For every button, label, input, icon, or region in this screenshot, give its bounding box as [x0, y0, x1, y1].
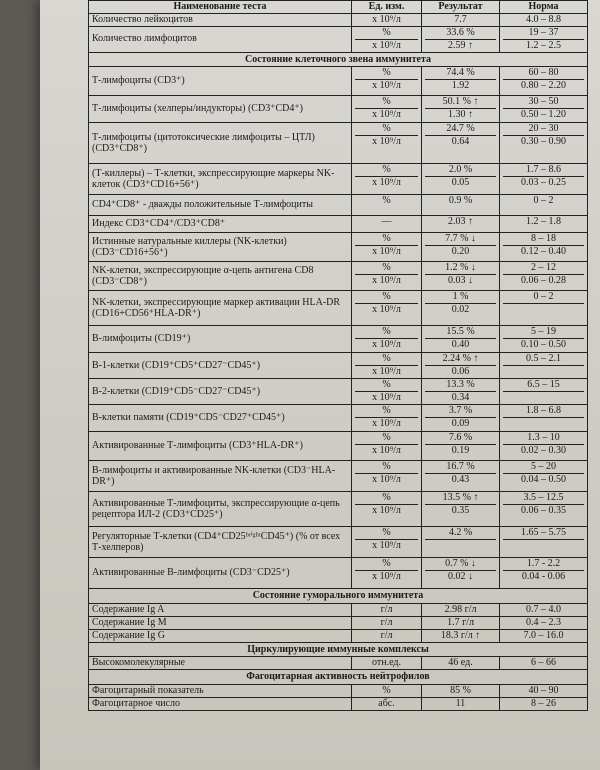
- norm-value: 1.65 – 5.75: [521, 527, 566, 539]
- result-values: [421, 262, 499, 290]
- test-name: В-лимфоциты и активированные NK-клетки (CD3⁻HLA-DR⁺): [92, 464, 336, 487]
- result-value: 0.20: [425, 245, 496, 258]
- unit-values: [351, 262, 421, 290]
- result-value: 2.03 ↑: [448, 216, 473, 228]
- unit-value: x 10⁹/л: [355, 417, 418, 430]
- result-values: [421, 604, 499, 616]
- section-title: Состояние гуморального иммунитета: [89, 588, 587, 603]
- test-name: Т-лимфоциты (хелперы/индукторы) (CD3⁺CD4⁺): [92, 103, 303, 115]
- unit-values: [351, 353, 421, 378]
- test-name: В-2-клетки (CD19⁺CD5⁻CD27⁻CD45⁺): [92, 385, 261, 397]
- result-values: [421, 630, 499, 642]
- table-row: [89, 526, 587, 557]
- unit-value: x 10⁹/л: [355, 473, 418, 486]
- result-value: 0.05: [425, 176, 496, 189]
- result-values: [421, 685, 499, 697]
- result-values: [421, 216, 499, 232]
- norm-value: 2 – 12: [531, 262, 556, 274]
- norm-value: 1.7 - 2.2: [526, 558, 561, 570]
- unit-value: x 10⁹/л: [355, 303, 418, 316]
- norm-values: [499, 527, 587, 557]
- norm-value: 0.10 – 0.50: [503, 338, 584, 351]
- unit-value: %: [382, 291, 391, 303]
- norm-value: 3.5 – 12.5: [523, 492, 564, 504]
- unit-values: [351, 233, 421, 261]
- table-row: [89, 656, 587, 669]
- norm-values: [499, 630, 587, 642]
- unit-value: x 10⁹/л: [355, 444, 418, 457]
- result-values: [421, 492, 499, 526]
- table-row: [89, 352, 587, 378]
- unit-value: отн.ед.: [372, 657, 401, 669]
- unit-value: %: [382, 558, 391, 570]
- result-value: 0.35: [425, 504, 496, 517]
- unit-value: %: [382, 405, 391, 417]
- unit-values: [351, 27, 421, 52]
- norm-value: 40 – 90: [528, 684, 559, 696]
- norm-value: [503, 417, 584, 430]
- table-row: [89, 261, 587, 290]
- norm-value: 0.4 – 2.3: [526, 616, 561, 628]
- norm-values: [499, 14, 587, 26]
- result-values: [421, 617, 499, 629]
- test-name: Фагоцитарное число: [92, 697, 181, 709]
- test-name: В-1-клетки (CD19⁺CD5⁺CD27⁻CD45⁺): [92, 359, 261, 371]
- norm-value: 0.5 – 2.1: [526, 353, 561, 365]
- unit-value: %: [382, 96, 391, 108]
- result-value: 0.02 ↓: [425, 570, 496, 583]
- test-name: Активированные В-лимфоциты (CD3⁻CD25⁺): [92, 567, 290, 579]
- unit-values: [351, 326, 421, 352]
- test-name: Содержание Ig G: [92, 629, 165, 641]
- table-row: [89, 629, 587, 642]
- result-value: 7.7 % ↓: [445, 233, 476, 245]
- result-value: 0.19: [425, 444, 496, 457]
- unit-values: [351, 604, 421, 616]
- result-values: [421, 326, 499, 352]
- unit-value: x 10⁹/л: [355, 274, 418, 287]
- unit-value: %: [382, 195, 391, 207]
- unit-value: г/л: [380, 629, 393, 641]
- norm-value: 0.30 – 0.90: [503, 135, 584, 148]
- norm-value: 0.06 – 0.28: [503, 274, 584, 287]
- unit-values: [351, 657, 421, 669]
- result-value: 0.43: [425, 473, 496, 486]
- norm-values: [499, 698, 587, 710]
- norm-value: 0.04 - 0.06: [503, 570, 584, 583]
- table-row: [89, 491, 587, 526]
- norm-values: [499, 558, 587, 588]
- norm-value: [503, 365, 584, 378]
- result-value: 1 %: [452, 291, 469, 303]
- unit-values: [351, 461, 421, 491]
- norm-values: [499, 353, 587, 378]
- unit-values: [351, 96, 421, 122]
- section-title: Фагоцитарная активность нейтрофилов: [89, 669, 587, 684]
- result-value: 0.34: [425, 391, 496, 404]
- unit-values: [351, 67, 421, 95]
- result-values: [421, 27, 499, 52]
- unit-value: x 10⁹/л: [355, 108, 418, 121]
- norm-value: 6.5 – 15: [527, 379, 560, 391]
- norm-values: [499, 291, 587, 325]
- result-value: 2.0 %: [448, 164, 473, 176]
- result-value: 7.6 %: [448, 432, 473, 444]
- unit-value: %: [382, 123, 391, 135]
- header-result: Результат: [421, 1, 499, 13]
- norm-values: [499, 262, 587, 290]
- norm-value: 1.3 – 10: [527, 432, 560, 444]
- result-value: 1.92: [425, 79, 496, 92]
- unit-values: [351, 630, 421, 642]
- table-row: [89, 95, 587, 122]
- table-row: [89, 215, 587, 232]
- norm-value: 20 – 30: [528, 123, 559, 135]
- norm-value: 4.0 – 8.8: [526, 13, 561, 25]
- result-values: [421, 233, 499, 261]
- unit-value: x 10⁹/л: [355, 245, 418, 258]
- norm-value: [503, 391, 584, 404]
- result-value: 2.59 ↑: [425, 39, 496, 52]
- result-values: [421, 527, 499, 557]
- unit-values: [351, 123, 421, 163]
- unit-value: %: [382, 262, 391, 274]
- unit-value: %: [382, 684, 391, 696]
- table-row: [89, 557, 587, 588]
- unit-value: x 10⁹/л: [355, 391, 418, 404]
- unit-value: x 10⁹/л: [355, 135, 418, 148]
- test-name: Активированные Т-лимфоциты (CD3⁺HLA-DR⁺): [92, 440, 303, 452]
- unit-values: [351, 617, 421, 629]
- result-value: 1.2 % ↓: [445, 262, 476, 274]
- result-value: 0.02: [425, 303, 496, 316]
- norm-values: [499, 432, 587, 460]
- norm-value: 5 – 20: [531, 461, 556, 473]
- result-value: 1.30 ↑: [425, 108, 496, 121]
- test-name: Количество лейкоцитов: [92, 13, 193, 25]
- result-value: 33.6 %: [446, 26, 475, 38]
- result-value: 24.7 %: [446, 123, 475, 135]
- norm-value: 1.2 – 1.8: [526, 216, 561, 228]
- result-values: [421, 353, 499, 378]
- table-row: [89, 460, 587, 491]
- table-row: [89, 232, 587, 261]
- norm-value: 0.06 – 0.35: [503, 504, 584, 517]
- header-name: Наименование теста: [173, 1, 267, 12]
- unit-value: x 10⁹/л: [355, 79, 418, 92]
- norm-values: [499, 216, 587, 232]
- result-values: [421, 657, 499, 669]
- norm-value: 0.7 – 4.0: [526, 603, 561, 615]
- unit-values: [351, 291, 421, 325]
- result-values: [421, 461, 499, 491]
- result-values: [421, 123, 499, 163]
- norm-value: [503, 539, 584, 552]
- unit-value: x 10⁹/л: [355, 539, 418, 552]
- result-value: [425, 539, 496, 552]
- norm-value: 19 – 37: [528, 26, 559, 38]
- test-name: Активированные Т-лимфоциты, экспрессирующие α-цепь рецептора ИЛ-2 (CD3⁺CD25⁺): [92, 497, 340, 520]
- norm-values: [499, 461, 587, 491]
- norm-values: [499, 379, 587, 404]
- result-value: 2.98 г/л: [444, 603, 477, 615]
- unit-value: %: [382, 26, 391, 38]
- norm-values: [499, 67, 587, 95]
- test-name: Истинные натуральные киллеры (NK-клетки) (CD3⁻CD16+56⁺): [92, 235, 287, 258]
- test-name: Индекс CD3⁺CD4⁺/CD3⁺CD8⁺: [92, 218, 226, 230]
- unit-value: %: [382, 164, 391, 176]
- norm-value: 1.7 – 8.6: [526, 164, 561, 176]
- table-row: [89, 616, 587, 629]
- norm-values: [499, 405, 587, 431]
- table-row: [89, 697, 587, 710]
- result-value: 1.7 г/л: [447, 616, 474, 628]
- unit-values: [351, 527, 421, 557]
- unit-value: —: [381, 216, 392, 228]
- test-name: Т-лимфоциты (цитотоксические лимфоциты – ЦТЛ) (CD3⁺CD8⁺): [92, 131, 315, 154]
- table-row: [89, 684, 587, 697]
- unit-values: [351, 432, 421, 460]
- norm-values: [499, 326, 587, 352]
- unit-values: [351, 164, 421, 194]
- table-row: [89, 13, 587, 26]
- norm-values: [499, 685, 587, 697]
- unit-value: %: [382, 527, 391, 539]
- unit-values: [351, 698, 421, 710]
- result-values: [421, 379, 499, 404]
- norm-values: [499, 195, 587, 215]
- result-values: [421, 698, 499, 710]
- result-values: [421, 164, 499, 194]
- result-value: 16.7 %: [446, 461, 475, 473]
- norm-value: 8 – 26: [531, 697, 556, 709]
- result-value: 0.09: [425, 417, 496, 430]
- unit-value: %: [382, 233, 391, 245]
- test-name: NK-клетки, экспрессирующие маркер активации HLA-DR (CD16+CD56⁺HLA-DR⁺): [92, 296, 341, 319]
- norm-values: [499, 657, 587, 669]
- result-value: 0.9 %: [448, 195, 473, 207]
- test-name: В-лимфоциты (CD19⁺): [92, 333, 191, 345]
- norm-values: [499, 604, 587, 616]
- test-name: CD4⁺CD8⁺ - дважды положительные Т-лимфоциты: [92, 199, 313, 211]
- test-name: В-клетки памяти (CD19⁺CD5⁻CD27⁺CD45⁺): [92, 412, 285, 424]
- test-name: Фагоцитарный показатель: [92, 684, 204, 696]
- unit-value: абс.: [378, 697, 395, 709]
- result-value: 11: [455, 697, 466, 709]
- unit-values: [351, 14, 421, 26]
- unit-value: x 10⁹/л: [355, 504, 418, 517]
- table-row: [89, 325, 587, 352]
- result-value: 2.24 % ↑: [442, 353, 479, 365]
- norm-values: [499, 164, 587, 194]
- result-value: 50.1 % ↑: [442, 96, 479, 108]
- unit-values: [351, 685, 421, 697]
- section-title: Состояние клеточного звена иммунитета: [89, 52, 587, 67]
- result-values: [421, 195, 499, 215]
- result-value: 0.7 % ↓: [445, 558, 476, 570]
- norm-values: [499, 123, 587, 163]
- unit-value: x 10⁹/л: [355, 365, 418, 378]
- result-value: 18.3 г/л ↑: [440, 629, 481, 641]
- result-value: 7.7: [454, 13, 467, 25]
- norm-value: 0.80 – 2.20: [503, 79, 584, 92]
- unit-values: [351, 492, 421, 526]
- table-row: [89, 26, 587, 52]
- test-name: Т-лимфоциты (CD3⁺): [92, 75, 185, 87]
- unit-values: [351, 216, 421, 232]
- unit-value: %: [382, 461, 391, 473]
- result-values: [421, 558, 499, 588]
- test-name: Регуляторные Т-клетки (CD4⁺CD25ᵇʳⁱᵍʰᵗCD45⁺) (% от всех Т-хелперов): [92, 530, 341, 553]
- unit-value: x 10⁹/л: [355, 570, 418, 583]
- unit-value: x 10⁹/л: [372, 13, 401, 25]
- norm-values: [499, 233, 587, 261]
- table-row: [89, 66, 587, 95]
- norm-value: 0 – 2: [533, 195, 554, 207]
- test-name: (Т-киллеры) – Т-клетки, экспрессирующие маркеры NK-клеток (CD3⁺CD16+56⁺): [92, 167, 335, 190]
- result-value: 13.5 % ↑: [442, 492, 479, 504]
- norm-values: [499, 27, 587, 52]
- norm-value: [503, 303, 584, 316]
- result-value: 85 %: [450, 684, 471, 696]
- unit-value: г/л: [380, 603, 393, 615]
- norm-value: 6 – 66: [531, 657, 556, 669]
- result-values: [421, 291, 499, 325]
- test-name: NK-клетки, экспрессирующие α-цепь антигена CD8 (CD3⁻CD8⁺): [92, 264, 314, 287]
- table-row: [89, 603, 587, 616]
- result-value: 0.06: [425, 365, 496, 378]
- norm-value: 5 – 19: [531, 326, 556, 338]
- table-row: [89, 122, 587, 163]
- results-table: [88, 0, 588, 711]
- norm-value: 1.8 – 6.8: [526, 405, 561, 417]
- table-row: [89, 290, 587, 325]
- unit-value: x 10⁹/л: [355, 39, 418, 52]
- result-values: [421, 14, 499, 26]
- test-name: Высокомолекулярные: [92, 657, 185, 669]
- unit-values: [351, 379, 421, 404]
- table-row: [89, 404, 587, 431]
- table-row: [89, 194, 587, 215]
- table-header: [89, 0, 587, 13]
- norm-value: 1.2 – 2.5: [503, 39, 584, 52]
- unit-value: %: [382, 432, 391, 444]
- section-title: Циркулирующие иммунные комплексы: [89, 642, 587, 657]
- result-value: 3.7 %: [448, 405, 473, 417]
- result-values: [421, 405, 499, 431]
- norm-values: [499, 617, 587, 629]
- norm-value: 0.12 – 0.40: [503, 245, 584, 258]
- unit-values: [351, 405, 421, 431]
- unit-value: %: [382, 67, 391, 79]
- unit-values: [351, 558, 421, 588]
- norm-value: 60 – 80: [528, 67, 559, 79]
- result-values: [421, 67, 499, 95]
- unit-value: г/л: [380, 616, 393, 628]
- test-name: Содержание Ig A: [92, 603, 165, 615]
- header-norm: Норма: [499, 1, 587, 13]
- result-value: 46 ед.: [448, 657, 473, 669]
- unit-value: x 10⁹/л: [355, 176, 418, 189]
- result-value: 0.64: [425, 135, 496, 148]
- result-values: [421, 432, 499, 460]
- unit-values: [351, 195, 421, 215]
- table-row: [89, 431, 587, 460]
- result-value: 13.3 %: [446, 379, 475, 391]
- result-value: 4.2 %: [448, 527, 473, 539]
- unit-value: x 10⁹/л: [355, 338, 418, 351]
- norm-value: 0.04 – 0.50: [503, 473, 584, 486]
- unit-value: %: [382, 353, 391, 365]
- norm-value: 0 – 2: [533, 291, 554, 303]
- norm-values: [499, 96, 587, 122]
- result-value: 74.4 %: [446, 67, 475, 79]
- norm-value: 0.50 – 1.20: [503, 108, 584, 121]
- norm-value: 30 – 50: [528, 96, 559, 108]
- test-name: Количество лимфоцитов: [92, 33, 197, 45]
- result-values: [421, 96, 499, 122]
- norm-value: 8 – 18: [531, 233, 556, 245]
- norm-value: 0.03 – 0.25: [503, 176, 584, 189]
- norm-value: 0.02 – 0.30: [503, 444, 584, 457]
- table-row: [89, 163, 587, 194]
- unit-value: %: [382, 492, 391, 504]
- result-value: 0.03 ↓: [425, 274, 496, 287]
- result-value: 15.5 %: [446, 326, 475, 338]
- table-row: [89, 378, 587, 404]
- unit-value: %: [382, 379, 391, 391]
- rows-main: [89, 13, 587, 710]
- result-value: 0.40: [425, 338, 496, 351]
- test-name: Содержание Ig M: [92, 616, 167, 628]
- norm-values: [499, 492, 587, 526]
- norm-value: 7.0 – 16.0: [523, 629, 564, 641]
- header-unit: Ед. изм.: [351, 1, 421, 13]
- unit-value: %: [382, 326, 391, 338]
